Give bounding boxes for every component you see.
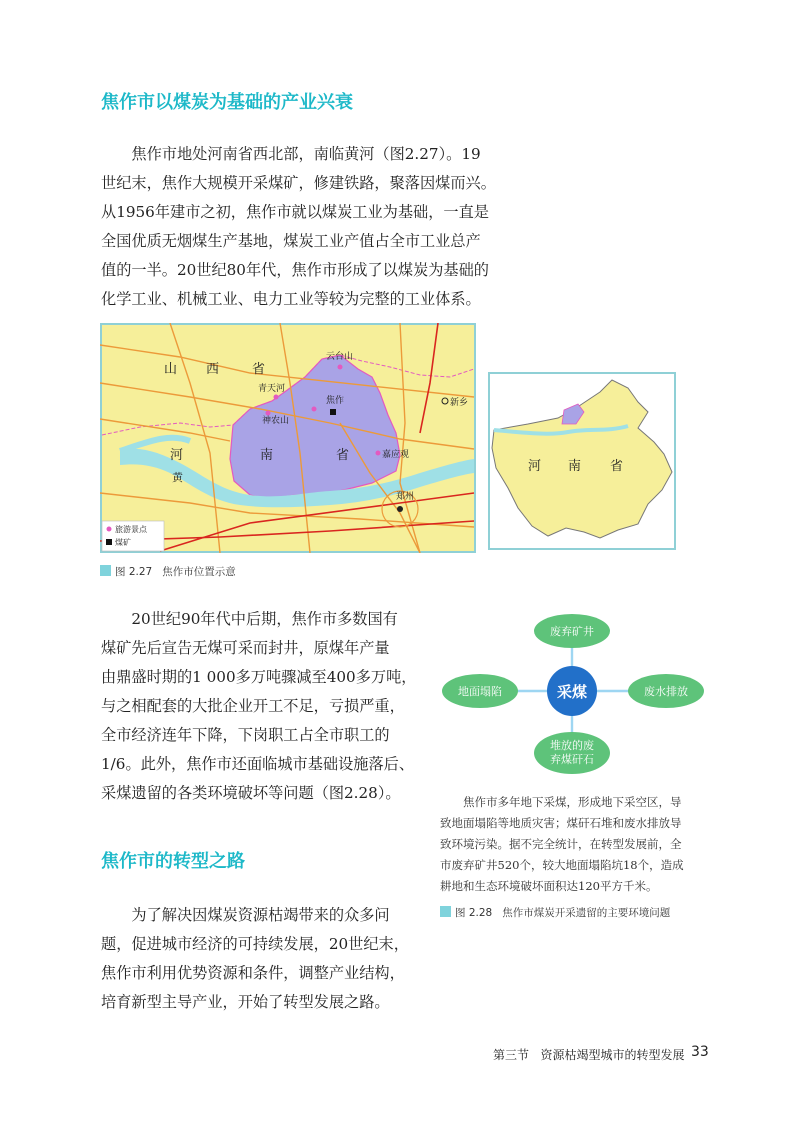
footer-title: 资源枯竭型城市的转型发展 — [540, 1048, 685, 1062]
legend-coal-label: 煤矿 — [115, 538, 131, 547]
paragraph-line: 与之相配套的大批企业开工不足，亏损严重， — [101, 697, 405, 715]
paragraph-line: 采煤遗留的各类环境破坏等问题（图2.28）。 — [101, 784, 401, 802]
map-label-shanxi-2: 西 — [206, 362, 220, 377]
paragraph-line: 全国优质无烟煤生产基地，煤炭工业产值占全市工业总产 — [101, 232, 481, 250]
map-label-henan-sheng: 省 — [336, 448, 350, 463]
paragraph-intro — [101, 140, 499, 314]
scenic-spot-icon — [274, 395, 279, 400]
paragraph-decline — [101, 605, 417, 808]
paragraph-line: 煤矿先后宣告无煤可采而封井，原煤年产量 — [101, 639, 390, 657]
paragraph-line: 全市经济连年下降，下岗职工占全市职工的 — [101, 726, 390, 744]
node-coal-mining-label: 采煤 — [556, 683, 588, 701]
map-label-shanxi-1: 山 — [164, 362, 178, 377]
figure-227-caption — [100, 564, 236, 579]
coal-mine-icon — [330, 409, 336, 415]
map-label-qingtianhe: 青天河 — [258, 384, 286, 394]
section-heading-industry: 焦作市以煤炭为基础的产业兴衰 — [101, 92, 353, 113]
node-ground-subsidence-label: 地面塌陷 — [458, 685, 502, 698]
paragraph-line: 20世纪90年代中后期，焦作市多数国有 — [131, 610, 398, 628]
paragraph-line: 由鼎盛时期的1 000多万吨骤减至400多万吨， — [101, 668, 417, 686]
figure-228-description — [440, 792, 712, 897]
scenic-spot-icon — [338, 365, 343, 370]
legend-coal-icon — [106, 539, 112, 545]
node-coal-gangue-label-2: 弃煤矸石 — [550, 753, 594, 766]
page-footer — [493, 1046, 684, 1063]
footer-section: 第三节 — [493, 1048, 530, 1062]
henan-inset-map — [488, 372, 676, 550]
scenic-spot-icon — [266, 411, 271, 416]
legend-scenic-icon — [107, 527, 112, 532]
figure-228-caption — [440, 905, 670, 920]
figure-marker-icon — [440, 906, 451, 917]
paragraph-line: 值的一半。20世纪80年代，焦作市形成了以煤炭为基础的 — [101, 261, 489, 279]
caption-line: 致环境污染。据不完全统计，在转型发展前，全 — [440, 837, 682, 851]
map-label-shanxi-3: 省 — [252, 362, 266, 377]
map-label-huang-he: 黄 — [172, 471, 183, 484]
caption-line: 市废弃矿井520个，较大地面塌陷坑18个，造成 — [440, 858, 684, 872]
paragraph-line: 化学工业、机械工业、电力工业等较为完整的工业体系。 — [101, 290, 481, 308]
figure-228-title: 焦作市煤炭开采遗留的主要环境问题 — [502, 907, 671, 919]
paragraph-line: 1/6。此外，焦作市还面临城市基础设施落后、 — [101, 755, 415, 773]
paragraph-line: 题，促进城市经济的可持续发展，20世纪末， — [101, 935, 409, 953]
inset-label-sheng: 省 — [610, 459, 624, 474]
environment-problem-diagram — [440, 605, 710, 795]
paragraph-line: 从1956年建市之初，焦作市就以煤炭工业为基础，一直是 — [101, 203, 489, 221]
paragraph-line: 焦作市地处河南省西北部，南临黄河（图2.27）。19 — [131, 145, 481, 163]
section-heading-transformation: 焦作市的转型之路 — [101, 851, 245, 872]
map-label-henan-nan: 南 — [260, 448, 274, 463]
figure-227-title: 焦作市位置示意 — [162, 566, 236, 578]
inset-label-he: 河 — [528, 459, 542, 474]
map-label-xinxiang: 新乡 — [450, 398, 469, 408]
paragraph-line: 世纪末，焦作大规模开采煤矿，修建铁路，聚落因煤而兴。 — [101, 174, 496, 192]
paragraph-line: 培育新型主导产业，开始了转型发展之路。 — [101, 993, 390, 1011]
zhengzhou-dot — [397, 506, 403, 512]
map-label-zhengzhou: 郑州 — [396, 492, 415, 502]
scenic-spot-icon — [312, 407, 317, 412]
caption-line: 焦作市多年地下采煤，形成地下采空区，导 — [463, 795, 682, 809]
map-label-jiayingguan: 嘉应观 — [382, 450, 410, 460]
paragraph-transformation — [101, 901, 417, 1017]
figure-227-label: 图 2.27 — [115, 566, 153, 578]
inset-label-nan: 南 — [568, 459, 582, 474]
node-wastewater-label: 废水排放 — [644, 685, 688, 698]
node-coal-gangue-label-1: 堆放的废 — [550, 739, 594, 752]
map-label-jiaozuo: 焦作 — [326, 396, 345, 406]
figure-228-label: 图 2.28 — [455, 907, 493, 919]
scenic-spot-icon — [376, 451, 381, 456]
figure-marker-icon — [100, 565, 111, 576]
caption-line: 致地面塌陷等地质灾害；煤矸石堆和废水排放导 — [440, 816, 682, 830]
page-number: 33 — [691, 1044, 709, 1060]
node-abandoned-mine-label: 废弃矿井 — [550, 625, 594, 638]
paragraph-line: 焦作市利用优势资源和条件，调整产业结构， — [101, 964, 405, 982]
paragraph-line: 为了解决因煤炭资源枯竭带来的众多问 — [131, 906, 390, 924]
map-label-shenongshan: 神农山 — [262, 416, 290, 426]
legend-scenic-label: 旅游景点 — [115, 525, 147, 534]
map-label-henan-he: 河 — [170, 448, 184, 463]
jiaozuo-location-map — [100, 323, 476, 553]
map-label-yuntaishan: 云台山 — [326, 352, 354, 362]
caption-line: 耕地和生态环境破坏面积达120平方千米。 — [440, 879, 658, 893]
